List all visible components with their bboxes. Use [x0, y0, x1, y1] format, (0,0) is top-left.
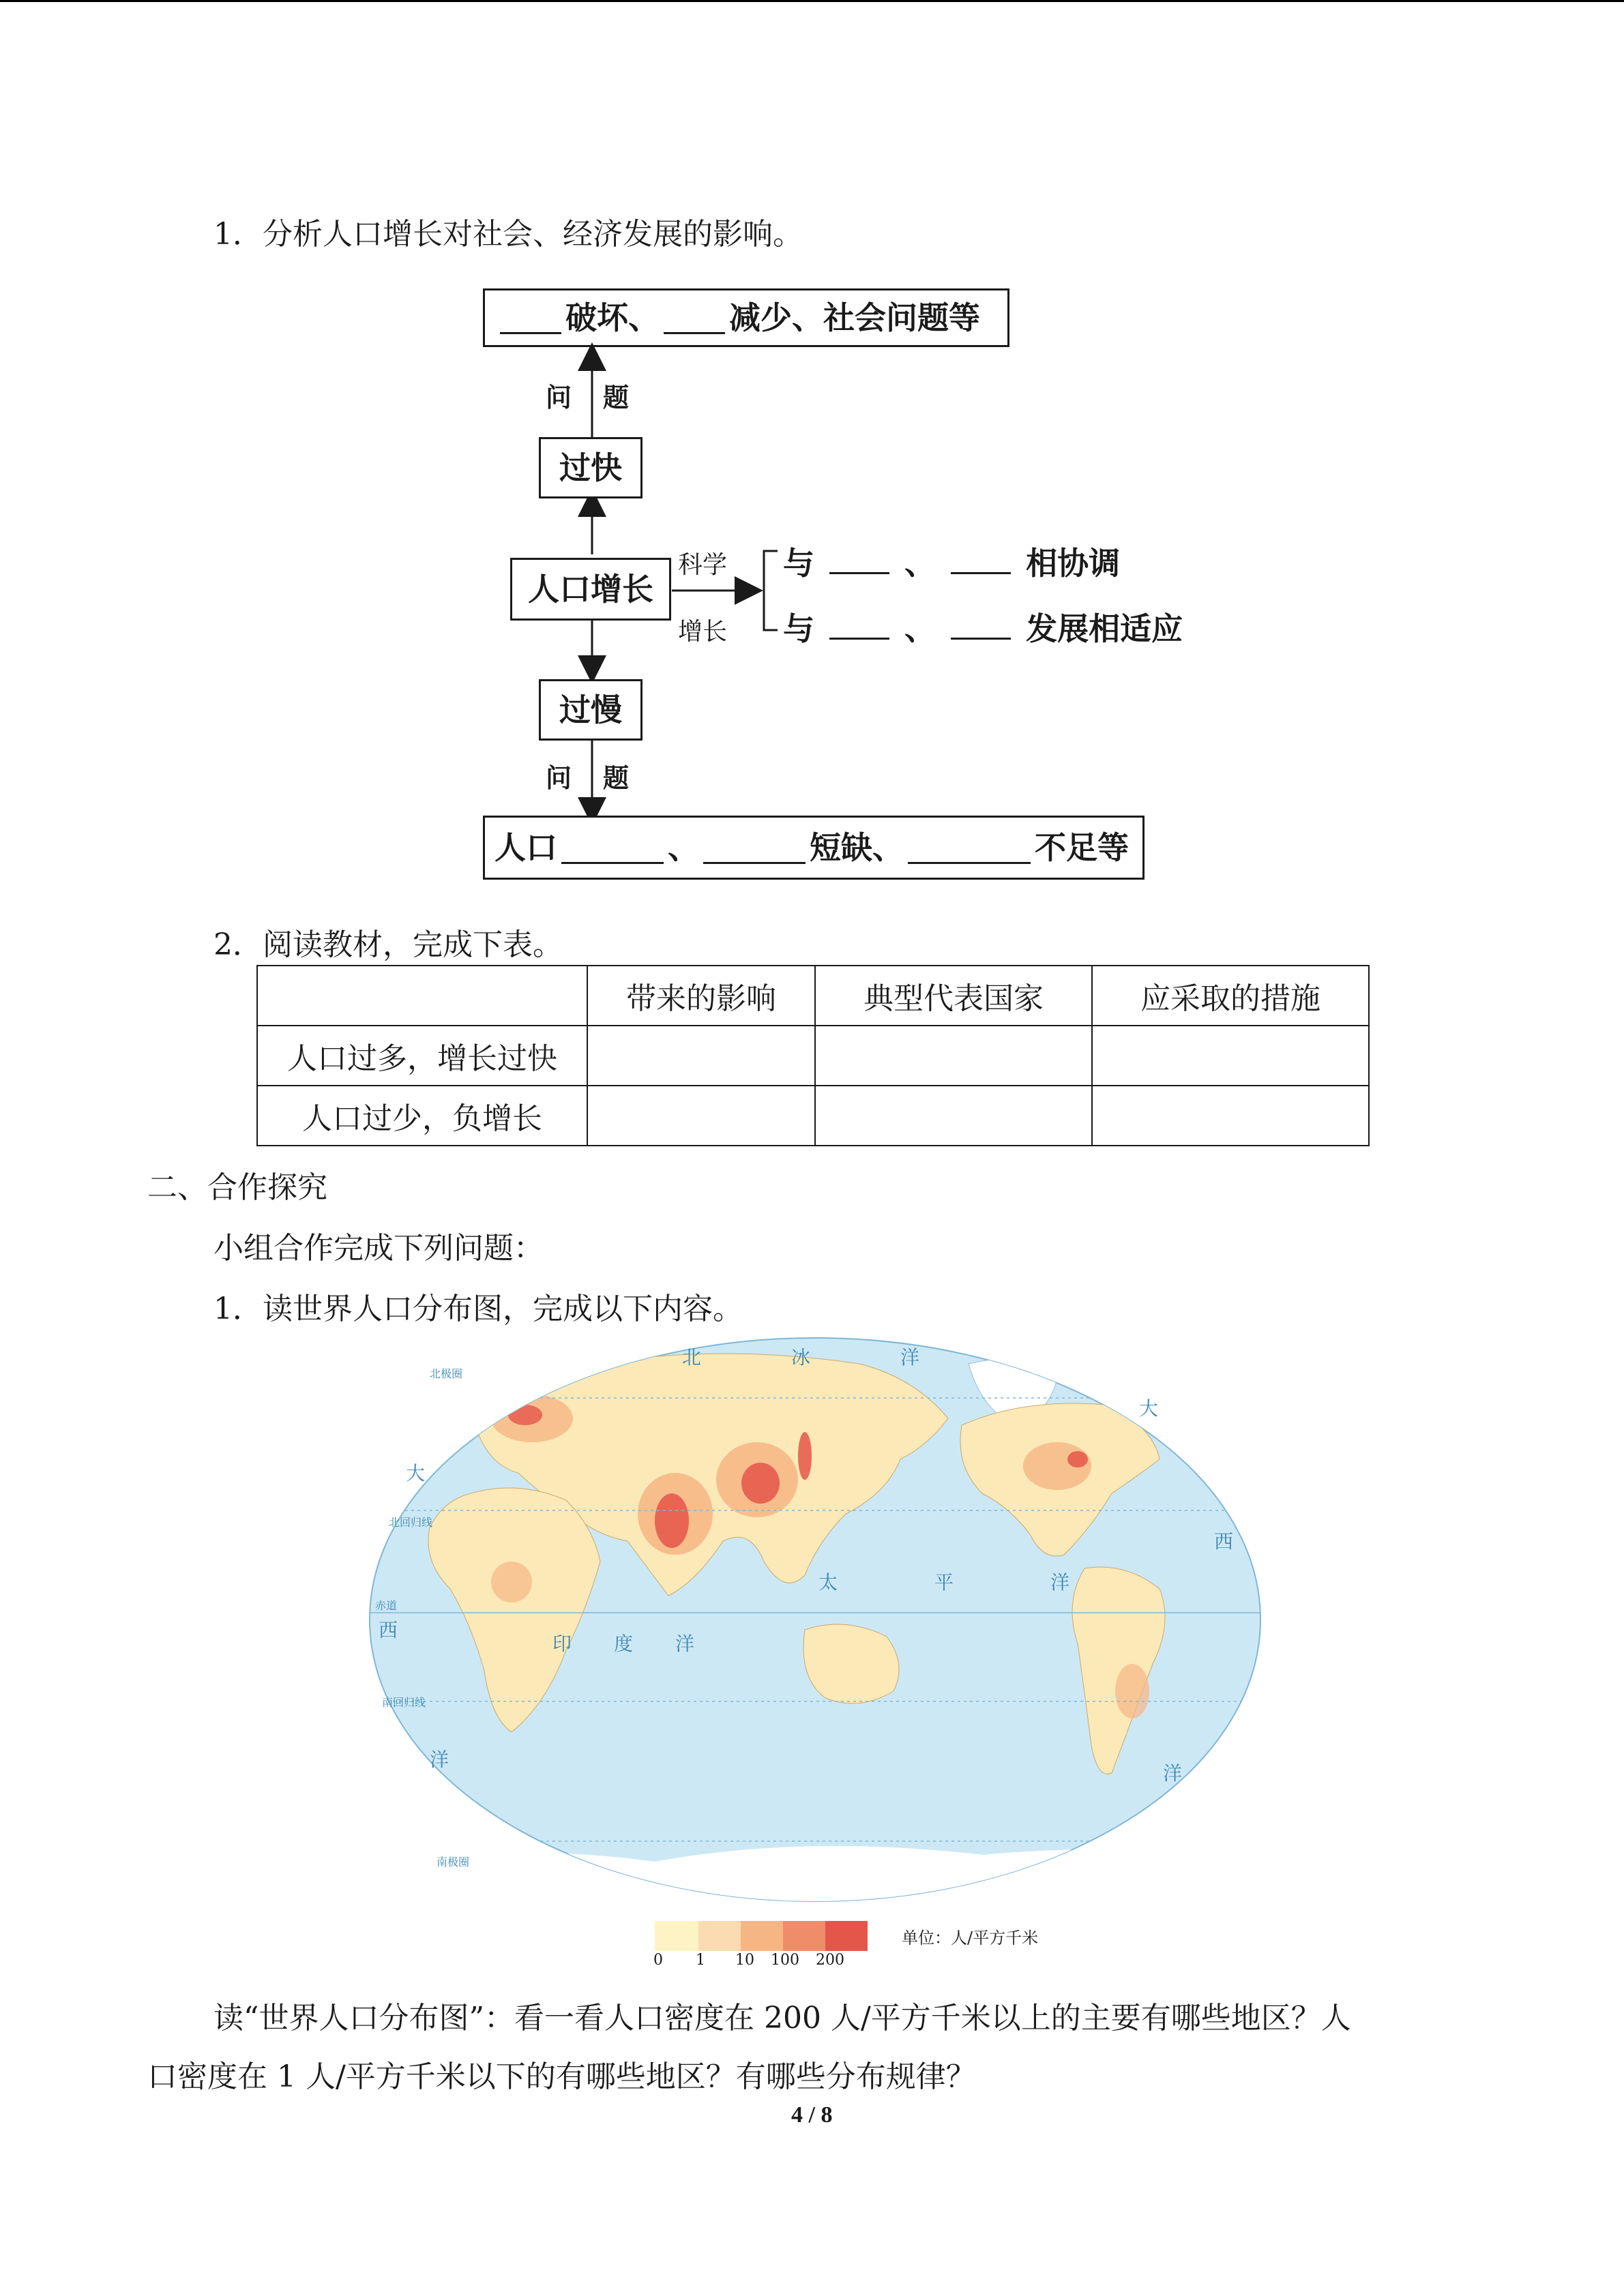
europe-high-density — [508, 1405, 542, 1425]
blank[interactable] — [829, 608, 889, 640]
question-text-line-1: 读“世界人口分布图”：看一看人口密度在 200 人/平方千米以上的主要有哪些地区？人 — [213, 2001, 1351, 2036]
flow-branch-2 — [783, 604, 1183, 649]
bottom-text-b: 短缺、 — [810, 829, 904, 866]
table-row-label: 人口过多，增长过快 — [257, 1026, 587, 1086]
bottom-text-a: 人口 — [494, 829, 557, 866]
branch2-suffix: 发展相适应 — [1026, 610, 1183, 647]
table-header-cell: 带来的影响 — [587, 966, 815, 1026]
label-indian-1: 印 — [552, 1632, 572, 1655]
flow-science-label-1: 科学 — [678, 551, 728, 579]
table-cell[interactable] — [815, 1086, 1092, 1146]
group-task: 小组合作完成下列问题： — [213, 1231, 544, 1266]
flow-fast-box: 过快 — [539, 437, 643, 498]
table-header-cell: 典型代表国家 — [815, 966, 1092, 1026]
table-row — [257, 1026, 1369, 1086]
flow-label-problem-4: 题 — [603, 763, 630, 793]
flow-top-text-a: 破坏、 — [565, 299, 660, 336]
table-row-label: 人口过少，负增长 — [257, 1086, 587, 1146]
legend-swatch — [655, 1921, 698, 1951]
north-america-high-density — [1067, 1451, 1088, 1467]
table-header-cell: 应采取的措施 — [1092, 966, 1369, 1026]
legend-unit: 单位：人/平方千米 — [902, 1928, 1039, 1948]
blank[interactable] — [561, 832, 664, 864]
legend-tick: 200 — [816, 1952, 844, 1969]
label-atlantic-left: 大 — [406, 1462, 426, 1485]
label-pacific-3: 洋 — [1050, 1571, 1070, 1594]
branch1-sep: 、 — [904, 545, 936, 582]
flow-arrows — [0, 0, 1624, 900]
table-cell[interactable] — [587, 1026, 815, 1086]
bottom-text-c: 不足等 — [1035, 829, 1129, 866]
table-header-cell — [257, 966, 587, 1026]
table-cell[interactable] — [1092, 1026, 1369, 1086]
label-arctic-circle: 北极圈 — [430, 1367, 463, 1380]
flow-center-box: 人口增长 — [510, 558, 671, 621]
flow-slow-box: 过慢 — [539, 679, 643, 741]
flow-label-problem-3: 问 — [546, 763, 572, 793]
antarctica-land — [368, 1846, 1262, 1903]
branch1-suffix: 相协调 — [1026, 545, 1121, 582]
flow-top-text-b: 减少、社会问题等 — [729, 299, 980, 336]
east-asia-high-density — [741, 1463, 780, 1504]
question-2-title: 2．阅读教材，完成下表。 — [213, 927, 563, 962]
map-svg — [368, 1337, 1262, 1903]
flow-science-label-2: 增长 — [678, 618, 728, 646]
label-ocean-right: 洋 — [1163, 1762, 1183, 1785]
flow-branch-1 — [783, 539, 1120, 584]
branch2-sep: 、 — [904, 610, 936, 647]
label-indian-2: 度 — [614, 1632, 634, 1655]
legend-swatch — [825, 1921, 868, 1951]
legend-swatch — [783, 1921, 825, 1951]
label-tropic-capricorn: 南回归线 — [382, 1696, 426, 1709]
legend-tick: 100 — [771, 1952, 799, 1969]
label-equator: 赤道 — [375, 1599, 398, 1612]
label-pacific-1: 太 — [818, 1571, 838, 1594]
label-north-ice-2: 冰 — [791, 1346, 811, 1369]
legend-tick: 0 — [653, 1952, 663, 1969]
japan-high-density — [798, 1432, 812, 1480]
flow-label-problem-2: 题 — [603, 383, 630, 413]
blank[interactable] — [703, 832, 806, 864]
table-row — [257, 1086, 1369, 1146]
table-cell[interactable] — [1092, 1086, 1369, 1146]
section-2-title: 二、合作探究 — [147, 1170, 327, 1205]
legend-tick: 1 — [696, 1952, 705, 1969]
blank[interactable] — [951, 608, 1011, 640]
flow-label-problem-1: 问 — [546, 383, 572, 413]
legend-tick: 10 — [735, 1952, 754, 1969]
label-antarctic-circle: 南极圈 — [437, 1855, 470, 1868]
branch2-prefix: 与 — [783, 610, 814, 647]
label-west-left: 西 — [379, 1619, 398, 1641]
label-north-ice-3: 洋 — [900, 1346, 920, 1369]
australia-land — [803, 1624, 899, 1703]
blank[interactable] — [951, 542, 1011, 574]
flow-bottom-box — [483, 816, 1145, 880]
label-pacific-2: 平 — [934, 1571, 954, 1594]
page-number: 4 / 8 — [791, 2102, 833, 2128]
label-atlantic-right-2: 西 — [1214, 1530, 1234, 1553]
south-america-density — [1115, 1664, 1149, 1718]
question-3-title: 1．读世界人口分布图，完成以下内容。 — [213, 1292, 743, 1326]
table-header-row — [257, 966, 1369, 1026]
legend-swatch — [741, 1921, 783, 1951]
bottom-sep: 、 — [668, 829, 699, 866]
legend-swatch — [698, 1921, 741, 1951]
world-population-map — [368, 1337, 1262, 1903]
impact-table — [256, 965, 1370, 1146]
question-1-title: 1．分析人口增长对社会、经济发展的影响。 — [213, 217, 803, 252]
south-asia-high-density — [655, 1493, 689, 1548]
label-north-ice-1: 北 — [682, 1346, 702, 1369]
table-cell[interactable] — [587, 1086, 815, 1146]
label-ocean-left: 洋 — [430, 1748, 449, 1771]
question-text-line-2: 口密度在 1 人/平方千米以下的有哪些地区？有哪些分布规律？ — [147, 2059, 976, 2094]
label-atlantic-right-1: 大 — [1139, 1397, 1159, 1420]
branch1-prefix: 与 — [783, 545, 814, 582]
label-indian-3: 洋 — [675, 1632, 695, 1655]
blank[interactable] — [908, 832, 1031, 864]
table-cell[interactable] — [815, 1026, 1092, 1086]
africa-density — [491, 1562, 532, 1602]
label-tropic-cancer: 北回归线 — [389, 1516, 433, 1529]
blank[interactable] — [829, 542, 889, 574]
